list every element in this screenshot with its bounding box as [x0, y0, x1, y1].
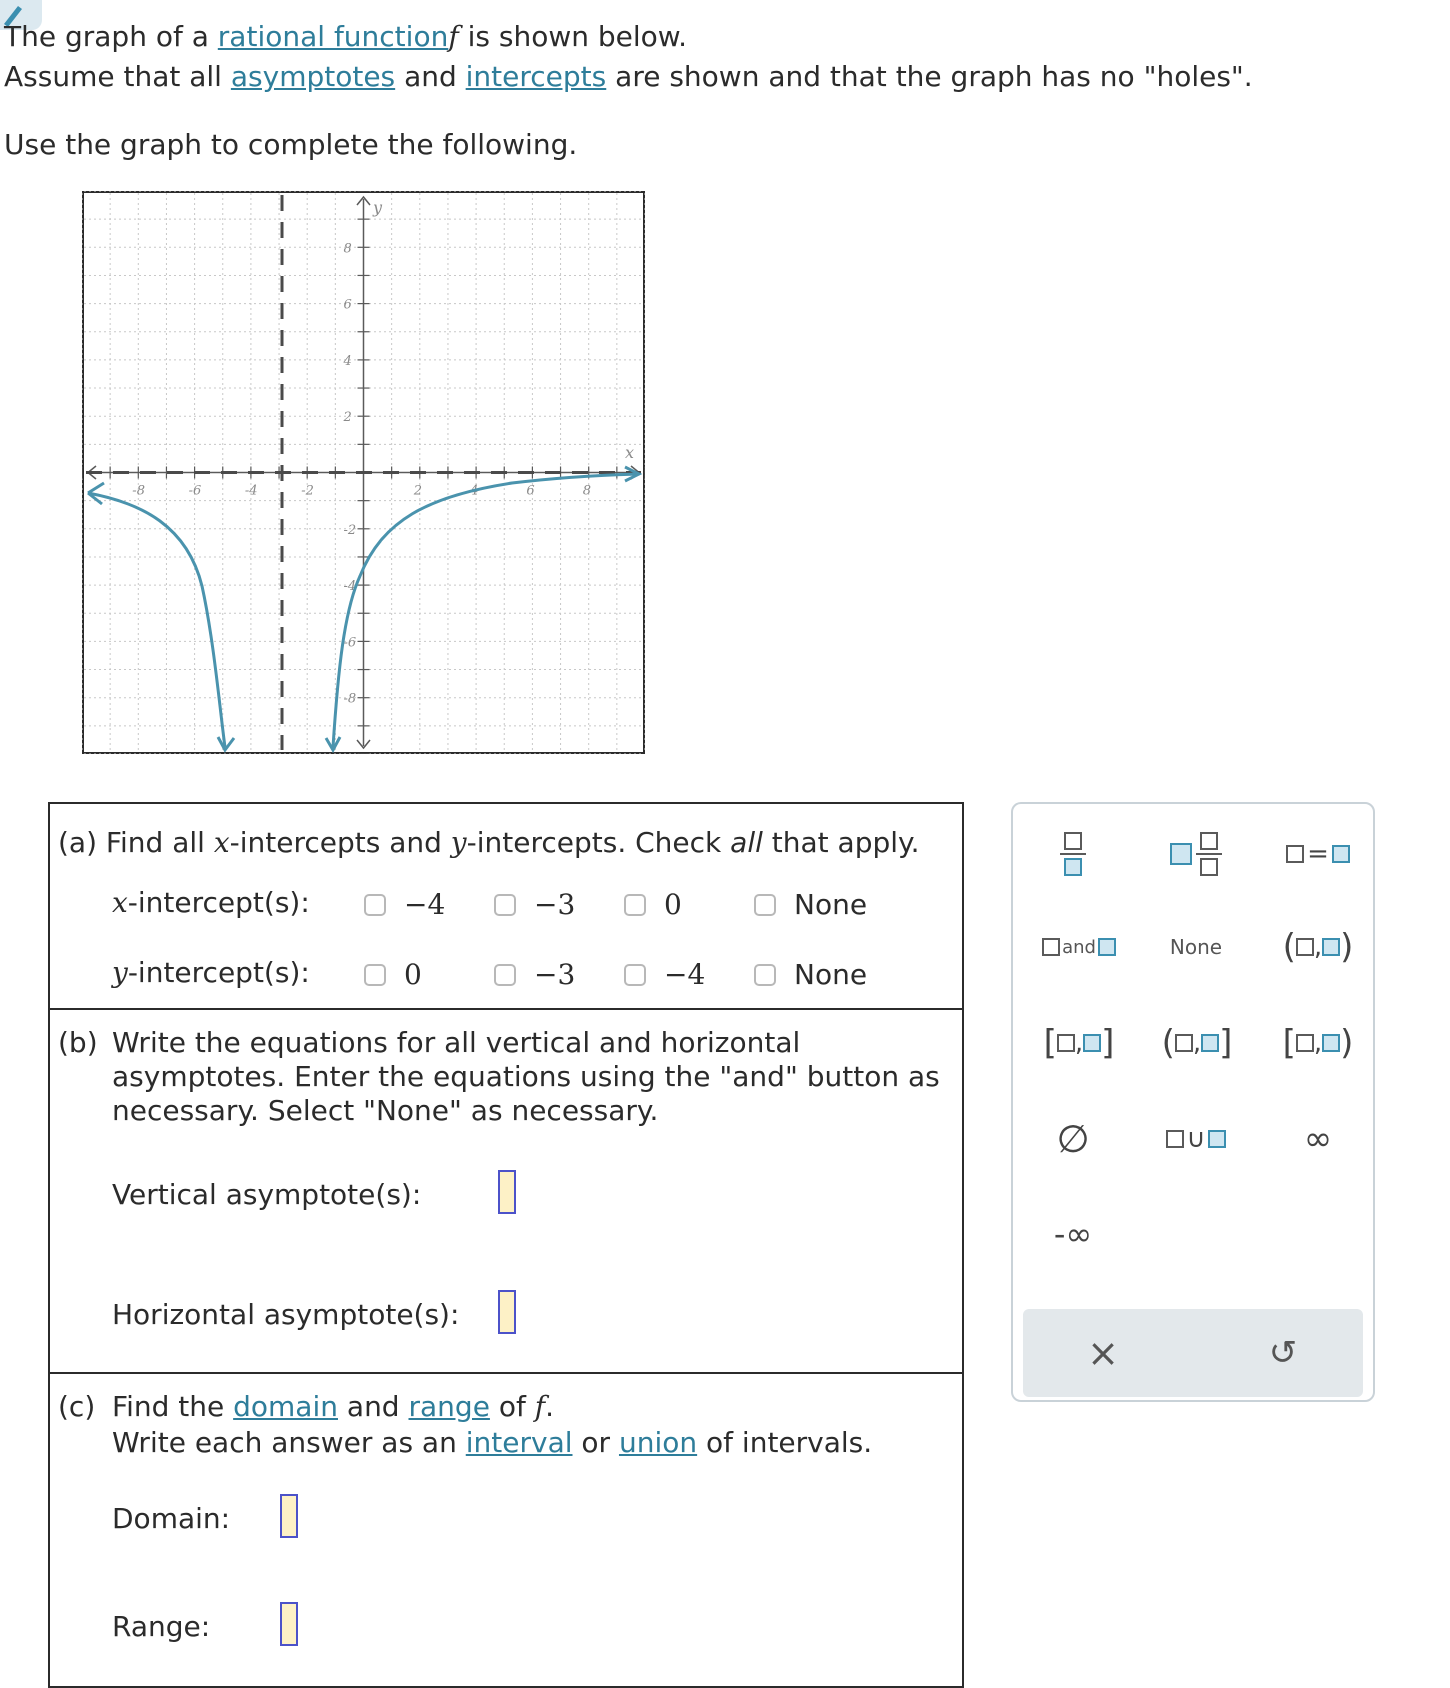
var-x: x	[112, 886, 128, 919]
horizontal-asymptote-input[interactable]	[498, 1290, 516, 1334]
option-text: −3	[534, 888, 576, 921]
close-icon: ×	[1087, 1331, 1119, 1375]
box-icon	[1286, 845, 1304, 863]
y-option-0[interactable]	[364, 958, 422, 991]
x-option-none[interactable]	[754, 888, 867, 921]
y-tick-label: -6	[343, 635, 357, 651]
y-tick-label: -8	[343, 691, 357, 707]
vertical-asymptote-label: Vertical asymptote(s):	[112, 1178, 422, 1211]
var-f: f	[534, 1390, 546, 1423]
math-palette	[1011, 802, 1375, 1402]
infinity-icon: ∞	[1303, 1119, 1333, 1159]
x-axis-label: x	[625, 443, 635, 462]
intro-line-2	[4, 60, 1253, 93]
x-option-neg3[interactable]	[494, 888, 575, 921]
question-box	[48, 802, 964, 1688]
prompt-text: Find the	[112, 1390, 225, 1423]
box-icon	[1332, 845, 1350, 863]
y-tick-label: 6	[343, 297, 352, 313]
intro-text: The graph of a	[4, 20, 209, 53]
equals-symbol: =	[1307, 839, 1329, 869]
option-text: −4	[664, 958, 706, 991]
y-option-neg3[interactable]	[494, 958, 575, 991]
open-interval-button[interactable]: ( , )	[1282, 927, 1354, 967]
and-button[interactable]	[1029, 922, 1129, 972]
checkbox[interactable]	[624, 964, 646, 986]
domain-label: Domain:	[112, 1502, 231, 1535]
part-a	[50, 804, 962, 1008]
part-c-label: (c)	[58, 1390, 96, 1423]
option-text: −3	[534, 958, 576, 991]
comma: ,	[1313, 932, 1323, 962]
prompt-text: -intercepts. Check	[466, 826, 722, 859]
part-b	[50, 1008, 962, 1372]
closed-interval-button[interactable]: [ , ]	[1043, 1023, 1115, 1063]
y-intercept-label	[112, 956, 310, 989]
prompt-text: Find all	[105, 826, 205, 859]
checkbox[interactable]	[754, 894, 776, 916]
domain-input[interactable]	[280, 1494, 298, 1538]
y-tick-label: 2	[343, 410, 352, 426]
prompt-text: that apply.	[771, 826, 920, 859]
checkbox[interactable]	[754, 964, 776, 986]
x-tick-label: 2	[413, 483, 423, 499]
part-c	[50, 1372, 962, 1686]
and-text: and	[1062, 936, 1096, 958]
prompt-text: or	[581, 1426, 611, 1459]
empty-set-button[interactable]	[1033, 1114, 1113, 1164]
part-c-prompt-line-1	[112, 1390, 554, 1423]
checkbox[interactable]	[364, 894, 386, 916]
prompt-line: Write the equations for all vertical and horizontal	[112, 1026, 801, 1059]
prompt-line: necessary. Select "None" as necessary.	[112, 1094, 659, 1127]
undo-icon: ↺	[1268, 1333, 1298, 1373]
y-tick-label: 8	[343, 241, 352, 257]
x-option-neg4[interactable]	[364, 888, 445, 921]
none-text: None	[1169, 935, 1223, 959]
option-text: −4	[404, 888, 446, 921]
part-a-label: (a)	[58, 826, 98, 859]
instruction-text: Use the graph to complete the following.	[4, 128, 578, 161]
horizontal-asymptote-label: Horizontal asymptote(s):	[112, 1298, 460, 1331]
prompt-emphasis: all	[730, 826, 763, 859]
vertical-asymptote-input[interactable]	[498, 1170, 516, 1214]
domain-link[interactable]: domain	[233, 1390, 338, 1423]
var-y: y	[450, 826, 467, 859]
empty-set-icon: ∅	[1056, 1117, 1090, 1161]
part-b-prompt	[112, 1026, 940, 1128]
negative-infinity-icon: -∞	[1053, 1215, 1093, 1253]
function-graph	[82, 191, 645, 754]
option-text: None	[794, 888, 868, 921]
intro-line-1	[4, 20, 687, 53]
prompt-text: of intervals.	[706, 1426, 873, 1459]
option-text: 0	[664, 888, 682, 921]
intro-text: are shown and that the graph has no "holes".	[615, 60, 1253, 93]
prompt-text: and	[346, 1390, 400, 1423]
mixed-number-button[interactable]	[1151, 824, 1241, 884]
negative-infinity-button[interactable]	[1033, 1209, 1113, 1259]
part-c-prompt-line-2	[112, 1426, 872, 1459]
infinity-button[interactable]	[1273, 1114, 1363, 1164]
part-b-label: (b)	[58, 1026, 98, 1059]
checkbox[interactable]	[494, 964, 516, 986]
clear-button[interactable]	[1063, 1323, 1143, 1383]
interval-link[interactable]: interval	[465, 1426, 573, 1459]
union-button[interactable]	[1151, 1114, 1241, 1164]
prompt-text: .	[545, 1390, 555, 1423]
y-tick-label: -2	[343, 522, 357, 538]
rational-function-link[interactable]: rational function	[217, 20, 449, 53]
y-option-none[interactable]	[754, 958, 867, 991]
x-tick-label: 6	[526, 483, 535, 499]
x-intercept-label	[112, 886, 310, 919]
range-input[interactable]	[280, 1602, 298, 1646]
union-link[interactable]: union	[618, 1426, 698, 1459]
var-f: f	[448, 20, 459, 53]
prompt-text: of	[498, 1390, 526, 1423]
option-text: None	[794, 958, 868, 991]
range-link[interactable]: range	[408, 1390, 490, 1423]
part-a-prompt	[58, 826, 920, 859]
checkbox[interactable]	[624, 894, 646, 916]
y-tick-label: -4	[343, 579, 357, 595]
x-tick-label: -2	[301, 483, 314, 499]
undo-button[interactable]	[1243, 1323, 1323, 1383]
intercepts-link[interactable]: intercepts	[465, 60, 607, 93]
equals-button[interactable]	[1273, 824, 1363, 884]
y-tick-label: 4	[343, 353, 352, 369]
x-tick-label: -4	[244, 483, 258, 499]
x-tick-label: 8	[582, 483, 591, 499]
none-button[interactable]	[1151, 922, 1241, 972]
union-icon: ∪	[1186, 1124, 1206, 1154]
prompt-text: -intercepts and	[229, 826, 442, 859]
checkbox[interactable]	[364, 964, 386, 986]
mixed-number-icon	[1170, 832, 1222, 876]
y-option-neg4[interactable]	[624, 958, 705, 991]
x-option-0[interactable]	[624, 888, 682, 921]
comma: ,	[1192, 1028, 1202, 1058]
fraction-icon	[1060, 832, 1086, 876]
x-tick-label: 4	[470, 483, 479, 499]
var-x: x	[213, 826, 230, 859]
right-open-interval-button[interactable]: [ , )	[1282, 1023, 1354, 1063]
var-y: y	[112, 956, 128, 989]
x-tick-label: -8	[132, 483, 145, 499]
checkbox[interactable]	[494, 894, 516, 916]
prompt-line: asymptotes. Enter the equations using the "and" button as	[112, 1060, 940, 1093]
comma: ,	[1074, 1028, 1084, 1058]
option-text: 0	[404, 958, 422, 991]
range-label: Range:	[112, 1610, 211, 1643]
comma: ,	[1313, 1028, 1323, 1058]
intro-text: Assume that all	[4, 60, 222, 93]
label-text: -intercept(s):	[127, 956, 310, 989]
left-open-interval-button[interactable]: ( , ]	[1161, 1023, 1233, 1063]
prompt-text: Write each answer as an	[112, 1426, 457, 1459]
x-tick-label: -6	[188, 483, 202, 499]
y-axis-label: y	[373, 198, 383, 217]
fraction-button[interactable]	[1033, 824, 1113, 884]
intro-text: and	[404, 60, 457, 93]
label-text: -intercept(s):	[127, 886, 310, 919]
palette-action-bar	[1023, 1309, 1363, 1397]
intro-text: is shown below.	[467, 20, 688, 53]
asymptotes-link[interactable]: asymptotes	[230, 60, 396, 93]
